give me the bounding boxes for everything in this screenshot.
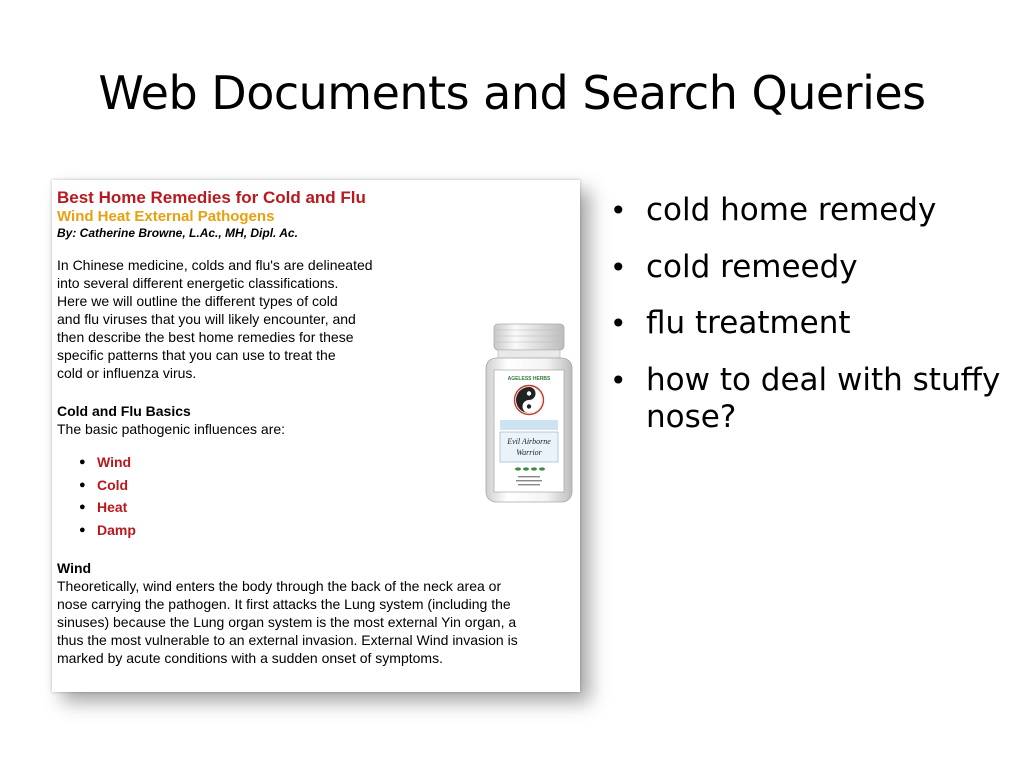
slide-title: Web Documents and Search Queries: [98, 66, 926, 120]
wind-line: Theoretically, wind enters the body through the back of the neck area or: [57, 578, 502, 594]
query-text: cold home remedy: [646, 192, 937, 228]
list-item: [600, 362, 1010, 436]
intro-line: Here we will outline the different types of cold: [57, 293, 338, 309]
bullet-icon: •: [610, 194, 627, 227]
herb-bottle-image: [482, 320, 576, 505]
article-byline: By: Catherine Browne, L.Ac., MH, Dipl. Ac.: [57, 226, 298, 240]
query-text: flu treatment: [646, 305, 851, 341]
intro-line: specific patterns that you can use to treat the: [57, 347, 336, 363]
bullet-icon: •: [610, 363, 627, 397]
bullet-icon: ●: [79, 523, 86, 536]
bullet-icon: ●: [79, 456, 86, 468]
list-item: [600, 192, 1010, 229]
query-text: cold remeedy: [646, 248, 858, 285]
wind-line: nose carrying the pathogen. It first attacks the Lung system (including the: [57, 596, 511, 612]
search-queries-list: [600, 192, 1010, 455]
list-item: ● Wind: [79, 451, 577, 474]
list-item: ● Cold: [79, 474, 577, 497]
intro-line: In Chinese medicine, colds and flu's are delineated: [57, 257, 373, 273]
basics-text: The basic pathogenic influences are:: [57, 421, 286, 437]
bottle-label-line2: Warrior: [516, 448, 542, 457]
wind-paragraph: [57, 577, 579, 667]
intro-line: cold or influenza virus.: [57, 365, 197, 381]
article-subheading: Wind Heat External Pathogens: [57, 208, 275, 225]
list-item: [600, 305, 1010, 342]
list-item: ● Damp: [79, 519, 577, 542]
bullet-icon: ●: [79, 478, 86, 491]
list-item: ● Heat: [79, 496, 577, 519]
bullet-icon: ●: [79, 501, 86, 513]
intro-line: then describe the best home remedies for these: [57, 329, 354, 345]
bottle-brand-text: AGELESS HERBS: [507, 376, 551, 382]
intro-line: and flu viruses that you will likely encounter, and: [57, 311, 356, 327]
basics-heading: Cold and Flu Basics: [57, 403, 191, 419]
wind-line: marked by acute conditions with a sudden onset of symptoms.: [57, 650, 443, 666]
list-item: [600, 249, 1010, 286]
intro-line: into several different energetic classifications.: [57, 275, 339, 291]
webpage-screenshot: [52, 180, 580, 692]
article-heading: Best Home Remedies for Cold and Flu: [57, 188, 366, 207]
bottle-label-line1: Evil Airborne: [507, 437, 551, 446]
bullet-icon: •: [610, 307, 627, 340]
wind-heading: Wind: [57, 560, 92, 576]
intro-paragraph: [57, 256, 427, 382]
wind-line: sinuses) because the Lung organ system is the most external Yin organ, a: [57, 614, 517, 630]
bullet-icon: •: [610, 250, 627, 284]
query-text: how to deal with stuffy nose?: [646, 361, 1001, 435]
wind-line: thus the most vulnerable to an external invasion. External Wind invasion is: [57, 632, 518, 648]
